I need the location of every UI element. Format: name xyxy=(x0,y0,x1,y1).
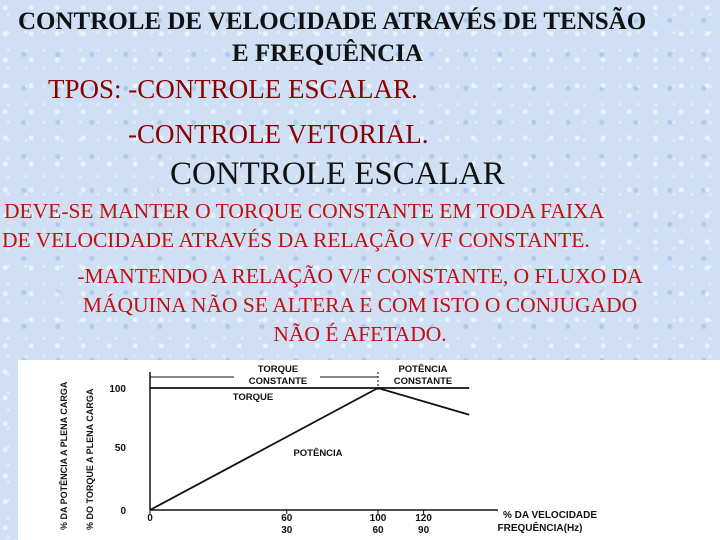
series-label-power: POTÊNCIA xyxy=(293,448,343,459)
paragraph2-line3: NÃO É AFETADO. xyxy=(273,322,447,346)
section-heading: CONTROLE ESCALAR xyxy=(170,156,505,192)
region-label-power-2: CONSTANTE xyxy=(393,376,453,387)
ylabel-inner: % DO TORQUE A PLENA CARGA xyxy=(85,388,95,530)
region-label-power-1: POTÊNCIA xyxy=(398,364,448,375)
xlabel-speed: % DA VELOCIDADE xyxy=(502,510,598,521)
paragraph1-line2: DE VELOCIDADE ATRAVÉS DA RELAÇÃO V/F CONSTANTE. xyxy=(2,228,590,252)
paragraph2-line2: MÁQUINA NÃO SE ALTERA E COM ISTO O CONJUGADO xyxy=(82,293,638,317)
xlabel-freq: FREQUÊNCIA(Hz) xyxy=(497,523,583,534)
x-tick-label-freq: 90 xyxy=(418,525,430,536)
x-tick-label-speed: 60 xyxy=(281,513,293,524)
paragraph1-line1: DEVE-SE MANTER O TORQUE CONSTANTE EM TODA FAIXA xyxy=(4,199,605,223)
region-label-torque-1: TORQUE xyxy=(257,364,299,375)
region-label-torque-2: CONSTANTE xyxy=(248,376,308,387)
chart-svg xyxy=(18,360,720,540)
slide-title-line1: CONTROLE DE VELOCIDADE ATRAVÉS DE TENSÃO xyxy=(18,8,647,35)
x-tick-label-speed: 100 xyxy=(369,513,387,524)
y-tick-100: 100 xyxy=(109,384,126,395)
series-label-torque: TORQUE xyxy=(232,392,274,403)
torque-power-chart xyxy=(18,360,720,540)
y-tick-0: 0 xyxy=(120,506,126,517)
x-tick-label-freq: 30 xyxy=(281,525,293,536)
slide-title-line2: E FREQUÊNCIA xyxy=(232,40,423,67)
y-tick-50: 50 xyxy=(114,443,126,454)
types-line1: TPOS: -CONTROLE ESCALAR. xyxy=(48,74,418,104)
ylabel-outer: % DA POTÊNCIA A PLENA CARGA xyxy=(59,381,69,530)
x-tick-label-freq: 60 xyxy=(372,525,384,536)
x-tick-label-speed: 120 xyxy=(415,513,432,524)
paragraph2-line1: -MANTENDO A RELAÇÃO V/F CONSTANTE, O FLUXO DA xyxy=(77,264,643,288)
x-tick-label-speed: 0 xyxy=(147,513,153,524)
torque-series-line xyxy=(150,388,469,415)
types-line2: -CONTROLE VETORIAL. xyxy=(128,119,429,149)
